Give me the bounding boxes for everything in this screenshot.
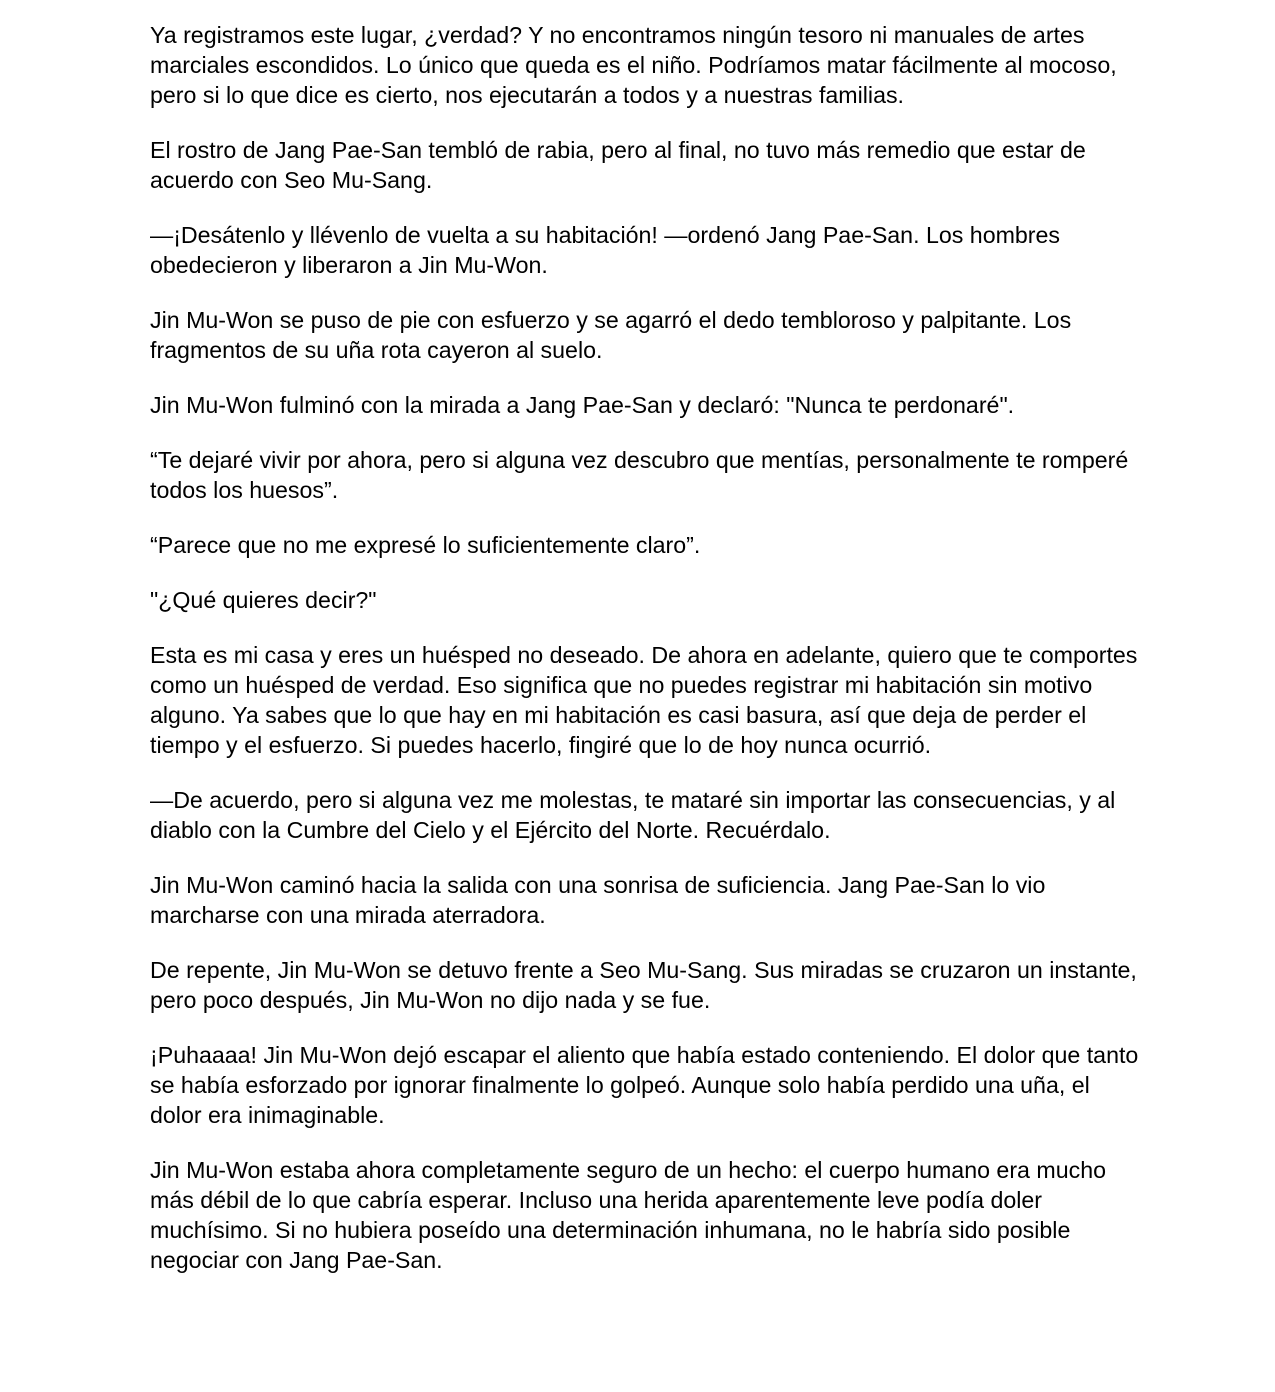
document-page xyxy=(150,20,1140,1300)
paragraph-9: Esta es mi casa y eres un huésped no deseado. De ahora en adelante, quiero que te comportes como un huésped de verdad. Eso significa que no puedes registrar mi habitación sin motivo alguno. Ya sabes que lo que hay en mi habitación es casi basura, así que deja de perder el tiempo y el esfuerzo. Si puedes hacerlo, fingiré que lo de hoy nunca ocurrió. xyxy=(150,642,1138,758)
paragraph-12: De repente, Jin Mu-Won se detuvo frente a Seo Mu-Sang. Sus miradas se cruzaron un instante, pero poco después, Jin Mu-Won no dijo nada y se fue. xyxy=(150,957,1137,1013)
paragraph-8: "¿Qué quieres decir?" xyxy=(150,587,377,613)
paragraph-2: El rostro de Jang Pae-San tembló de rabia, pero al final, no tuvo más remedio que estar de acuerdo con Seo Mu-Sang. xyxy=(150,137,1086,193)
paragraph-4: Jin Mu-Won se puso de pie con esfuerzo y se agarró el dedo tembloroso y palpitante. Los fragmentos de su uña rota cayeron al suelo. xyxy=(150,307,1072,363)
paragraph-10: —De acuerdo, pero si alguna vez me molestas, te mataré sin importar las consecuencias, y al diablo con la Cumbre del Cielo y el Ejército del Norte. Recuérdalo. xyxy=(150,787,1116,843)
paragraph-13: ¡Puhaaaa! Jin Mu-Won dejó escapar el aliento que había estado conteniendo. El dolor que tanto se había esforzado por ignorar finalmente lo golpeó. Aunque solo había perdido una uña, el dolor era inimaginable. xyxy=(150,1042,1139,1128)
paragraph-11: Jin Mu-Won caminó hacia la salida con una sonrisa de suficiencia. Jang Pae-San lo vio marcharse con una mirada aterradora. xyxy=(150,872,1046,928)
paragraph-7: “Parece que no me expresé lo suficientemente claro”. xyxy=(150,532,701,558)
paragraph-14: Jin Mu-Won estaba ahora completamente seguro de un hecho: el cuerpo humano era mucho más débil de lo que cabría esperar. Incluso una herida aparentemente leve podía doler muchísimo. Si no hubiera poseído una determinación inhumana, no le habría sido posible negociar con Jang Pae-San. xyxy=(150,1157,1106,1273)
paragraph-5: Jin Mu-Won fulminó con la mirada a Jang Pae-San y declaró: "Nunca te perdonaré". xyxy=(150,392,1015,418)
paragraph-3: —¡Desátenlo y llévenlo de vuelta a su habitación! —ordenó Jang Pae-San. Los hombres obedecieron y liberaron a Jin Mu-Won. xyxy=(150,222,1061,278)
paragraph-1: Ya registramos este lugar, ¿verdad? Y no encontramos ningún tesoro ni manuales de artes marciales escondidos. Lo único que queda es el niño. Podríamos matar fácilmente al mocoso, pero si lo que dice es cierto, nos ejecutarán a todos y a nuestras familias. xyxy=(150,22,1117,108)
paragraph-6: “Te dejaré vivir por ahora, pero si alguna vez descubro que mentías, personalmente te romperé todos los huesos”. xyxy=(150,447,1129,503)
